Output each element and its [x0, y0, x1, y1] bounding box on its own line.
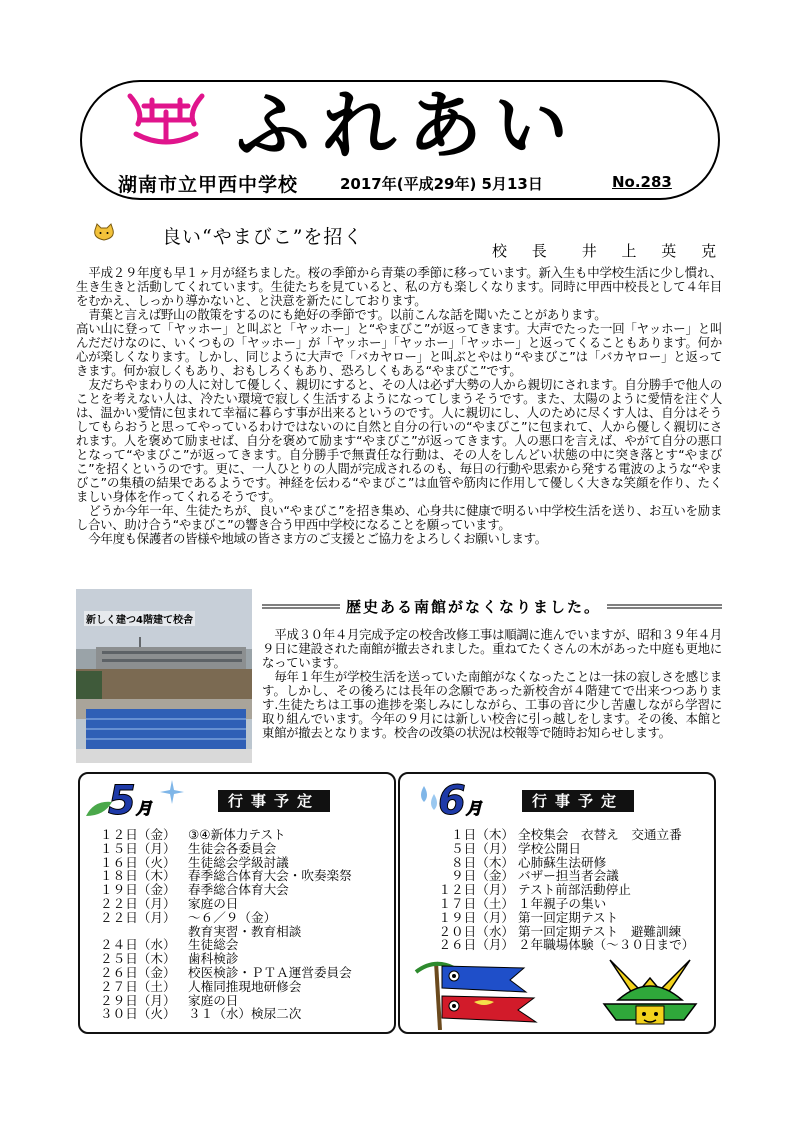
- paragraph: 平成２９年度も早１ヶ月が経ちました。桜の季節から青葉の季節に移っています。新入生も中学校生活に少し慣れ、生き生きと活動してくれています。生徒たちを見ていると、私の方も楽しくなります。同時に甲西中校長として４年目をむかえ、しっかり導かないと、と決意を新たにしております。: [76, 265, 722, 308]
- list-item: １日（木） 全校集会 衣替え 交通立番: [451, 827, 682, 842]
- may-schedule-panel: [78, 772, 396, 1034]
- cat-icon: [92, 222, 116, 242]
- paragraph: 毎年１年生が学校生活を送っていた南館がなくなったことは一抹の寂しさを感じます。しかし、その後ろには長年の念願であった新校舎が４階建てで出来つつあります.生徒たちは工事の進捗を楽しみにしながら、工事の音に少し苦慮しながら学習に取り組んでいます。今年の９月には新しい校舎に引っ越しをします。その後、本館と東館が撤去となります。校舎の改築の状況は校報等で随時お知らせします。: [262, 669, 722, 740]
- list-item: 教育実習・教育相談: [188, 923, 302, 939]
- paragraph: どうか今年一年、生徒たちが、良い“やまびこ”を招き集め、心身共に健康で明るい中学校生活を送り、お互いを励まし合い、助け合う“やまびこ”の響き合う甲西中学校になることを願っています。: [76, 503, 722, 532]
- paragraph: 友だちやまわりの人に対して優しく、親切にすると、その人は必ず大勢の人から親切にされます。自分勝手で他人のことを考えない人は、冷たい環境で寂しく生活するようになってしまうそうです。また、太陽のように愛情を注ぐ人は、温かい愛情に包まれて幸福に暮らす事が出来るというのです。人に親切にし、人のために尽くす人は、自分はそうしてもらおうと思ってやっているわけではないのに自然と自分の行いの“やまびこ”に包まれて、人から優しく親切にされます。人を褒めて励ませば、自分を褒めて励ます“やまびこ”が返ってきます。人の悪口を言えば、やがて自分の悪口となって“やまびこ”が返ってきます。自分勝手で無責任な行動は、その人をしんどい状態の中に突き落とす“やまびこ”を招くというのです。更に、一人ひとりの人間が完成されるのも、毎日の行動や思索から発する電波のような“やまびこ”の集積の結果であるようです。神経を伝わる“やまびこ”は血管や筋肉に作用して優しく大きな笑顔を作り、たくましい身体を作ってくれるそうです。: [76, 377, 722, 504]
- list-item: ２５日（木） 歯科検診: [100, 951, 239, 967]
- list-item: ２４日（水） 生徒総会: [100, 937, 239, 953]
- construction-photo: [76, 589, 252, 763]
- koinobori-illustration: [414, 958, 564, 1030]
- sparkle-icon: [160, 780, 184, 804]
- list-item: １６日（火） 生徒総会学級討議: [100, 854, 289, 870]
- paragraph: 今年度も保護者の皆様や地域の皆さま方のご支援とご協力をよろしくお願いします。: [88, 531, 547, 546]
- list-item: ２０日（水） 第一回定期テスト 避難訓練: [438, 923, 682, 939]
- list-item: １８日（木） 春季総合体育大会・吹奏楽祭: [100, 868, 352, 884]
- paragraph: 青葉と言えば野山の散策をするのにも絶好の季節です。以前こんな話を聞いたことがあります。: [88, 307, 607, 322]
- list-item: ５日（月） 学校公開日: [451, 840, 581, 856]
- list-item: ２２日（月） ～６／９（金）: [100, 909, 277, 925]
- june-schedule-panel: [398, 772, 716, 1034]
- newsletter-title: ふれあい: [236, 83, 580, 169]
- school-name: 湖南市立甲西中学校: [118, 174, 299, 196]
- article-heading: 歴史ある南館がなくなりました。: [340, 596, 607, 617]
- article-body: [76, 266, 722, 546]
- school-logo-icon: [124, 90, 208, 146]
- issue-number: No.283: [612, 173, 672, 191]
- article-body-building: [262, 628, 722, 740]
- issue-date: 2017年(平成29年) 5月13日: [340, 175, 543, 193]
- list-item: ３０日（火） ３１（水）検尿二次: [100, 1006, 302, 1022]
- june-schedule-list: [422, 828, 694, 952]
- list-item: １７日（土） １年親子の集い: [438, 895, 607, 911]
- list-item: ２６日（金） 校医検診・ＰＴＡ運営委員会: [100, 964, 352, 980]
- list-item: １２日（月） テスト前部活動停止: [438, 882, 631, 898]
- article-author: 校 長 井 上 英 克: [492, 242, 727, 260]
- may-month-badge: 5月: [108, 778, 152, 824]
- list-item: ２７日（土） 人権同推現地研修会: [100, 978, 302, 994]
- list-item: １９日（月） 第一回定期テスト: [438, 909, 619, 925]
- june-schedule-title: 行事予定: [522, 790, 634, 812]
- list-item: ８日（木） 心肺蘇生法研修: [451, 854, 607, 870]
- list-item: ２２日（月） 家庭の日: [100, 895, 239, 911]
- june-month-badge: 6月: [438, 778, 482, 824]
- list-item: ２９日（月） 家庭の日: [100, 992, 239, 1008]
- list-item: ２６日（月） ２年職場体験（～３０日まで）: [438, 937, 695, 953]
- article-title: 良い“やまびこ”を招く: [162, 226, 364, 248]
- may-schedule-list: [100, 828, 352, 1021]
- raindrop-icon: [414, 784, 444, 814]
- list-item: １５日（月） 生徒会各委員会: [100, 840, 277, 856]
- leaf-icon: [84, 798, 114, 818]
- list-item: １２日（金） ③④新体力テスト: [100, 827, 286, 842]
- paragraph: 高い山に登って「ヤッホー」と叫ぶと「ヤッホー」と“やまびこ”が返ってきます。大声でたった一回「ヤッホー」と叫んだだけなのに、いくつもの「ヤッホー」が「ヤッホー」「ヤッホー」「ヤッホー」と返ってくることもあります。何か心が楽しくなります。しかし、同じように大声で「バカヤロー」と叫ぶとやはり“やまびこ”は「バカヤロー」と返ってきます。何か寂しくもあり、おもしろくもあり、恐ろしくもある“やまびこ”です。: [76, 321, 722, 378]
- may-schedule-title: 行事予定: [218, 790, 330, 812]
- paragraph: 平成３０年４月完成予定の校舎改修工事は順調に進んでいますが、昭和３９年４月９日に建設された南館が撤去されました。重ねてたくさんの木があった中庭も更地になっています。: [262, 627, 722, 670]
- kabuto-illustration: [596, 956, 704, 1030]
- photo-caption: 新しく建つ4階建て校舎: [84, 611, 195, 626]
- list-item: １９日（金） 春季総合体育大会: [100, 882, 289, 898]
- list-item: ９日（金） バザー担当者会議: [451, 868, 619, 884]
